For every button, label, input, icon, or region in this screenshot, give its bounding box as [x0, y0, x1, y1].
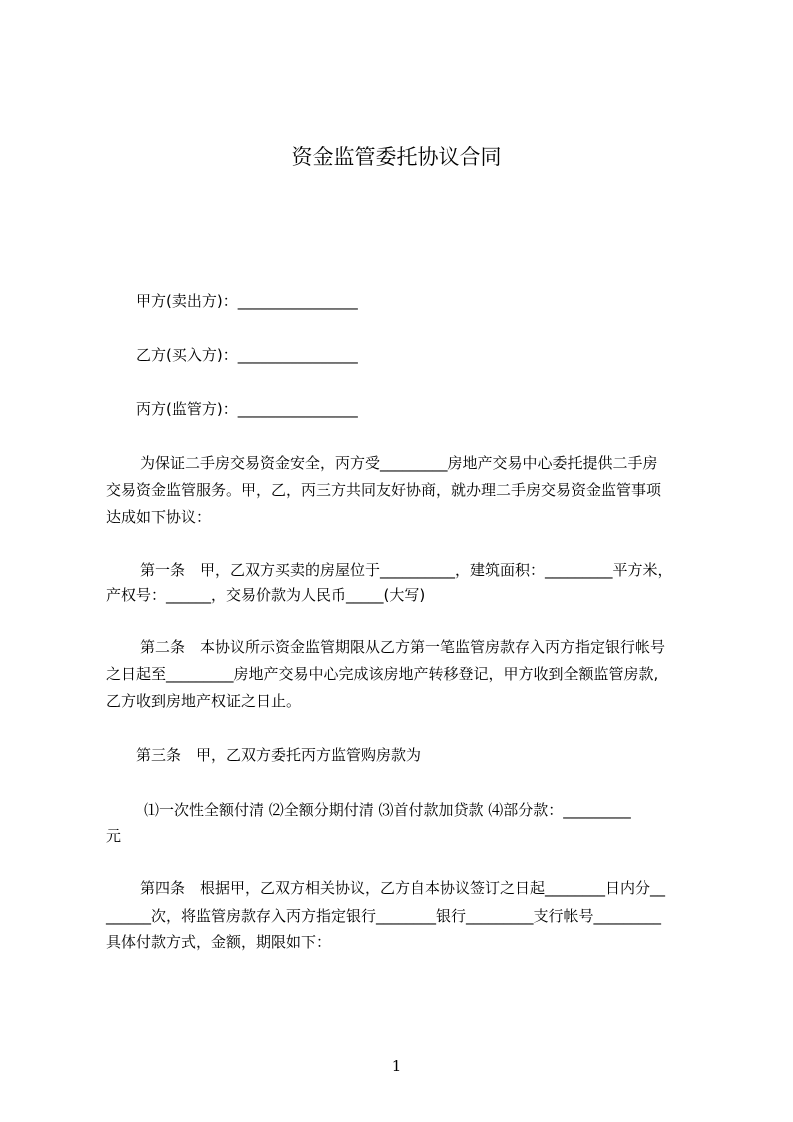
article-1-line-1: 第一条 甲，乙双方买卖的房屋位于__________，建筑面积：_________平方米，	[140, 561, 673, 579]
page-title: 资金监管委托协议合同	[291, 145, 502, 169]
article-4-line-1: 第四条 根据甲，乙双方相关协议，乙方自本协议签订之日起________日内分__	[140, 879, 666, 897]
article-2-line-1: 第二条 本协议所示资金监管期限从乙方第一笔监管房款存入丙方指定银行帐号	[140, 638, 666, 656]
intro-line-3: 达成如下协议：	[106, 508, 212, 526]
article-4-line-2: ______次，将监管房款存入丙方指定银行________银行_________支行帐号_________	[106, 907, 662, 925]
article-2-line-2: 之日起至_________房地产交易中心完成该房地产转移登记，甲方收到全额监管房款,	[106, 665, 659, 683]
party-a-line: 甲方(卖出方)：________________	[136, 292, 358, 310]
article-1-line-2: 产权号：______，交易价款为人民币_____(大写)	[106, 586, 426, 604]
intro-line-1: 为保证二手房交易资金安全，丙方受_________房地产交易中心委托提供二手房	[140, 454, 658, 472]
intro-line-2: 交易资金监管服务。甲，乙，丙三方共同友好协商，就办理二手房交易资金监管事项	[106, 481, 662, 499]
party-c-line: 丙方(监管方)：________________	[136, 400, 358, 418]
article-3-options: ⑴一次性全额付清 ⑵全额分期付清 ⑶首付款加贷款 ⑷部分款：_________	[144, 801, 631, 819]
article-4-line-3: 具体付款方式，金额，期限如下：	[106, 933, 332, 951]
page-number: 1	[391, 1057, 402, 1075]
party-b-line: 乙方(买入方)：________________	[136, 346, 358, 364]
article-3-options-cont: 元	[106, 827, 122, 845]
article-2-line-3: 乙方收到房地产权证之日止。	[106, 692, 302, 710]
article-3-line-1: 第三条 甲，乙双方委托丙方监管购房款为	[136, 746, 422, 764]
